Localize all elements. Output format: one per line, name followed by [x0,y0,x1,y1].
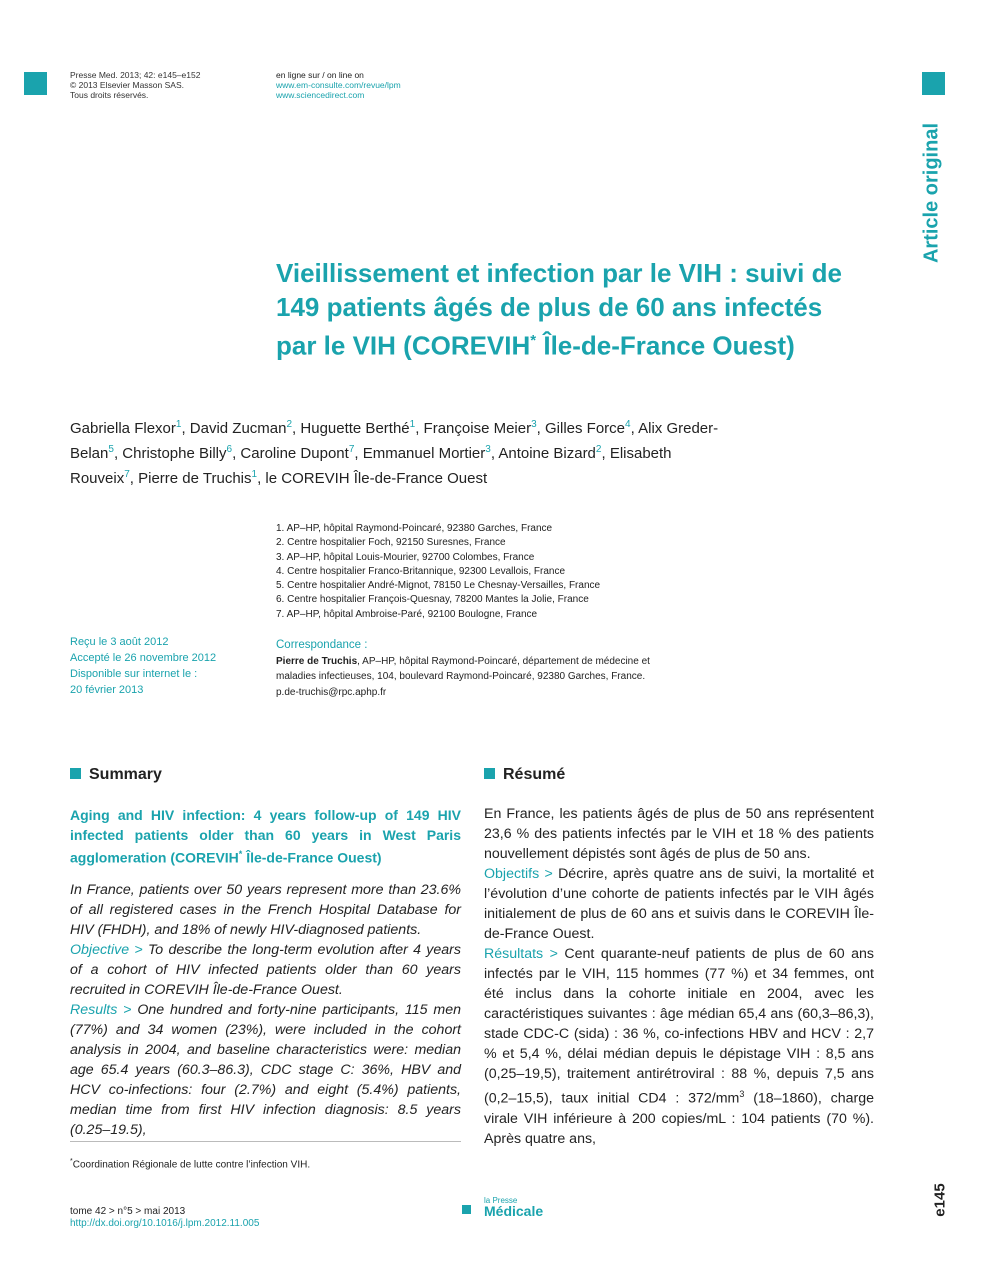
author-separator: , [181,420,190,437]
author-affiliation-mark: 4 [625,419,631,430]
summary-body [70,880,461,1140]
title-line-3-pre: par le VIH (COREVIH [276,330,531,361]
author-affiliation-mark: 1 [409,419,416,430]
affiliation-item: 3. AP–HP, hôpital Louis-Mourier, 92700 Colombes, France [276,551,535,563]
author-separator: , [113,445,123,462]
author-separator: , [129,470,139,487]
author-separator: , [292,420,301,437]
author-list [70,414,720,489]
resume-square-icon [484,768,495,779]
author-affiliation-mark: 1 [175,419,182,430]
affiliation-item: 5. Centre hospitalier André-Mignot, 78150 Le Chesnay-Versailles, France [276,580,601,592]
sciencedirect-link[interactable]: www.sciencedirect.com [276,90,365,100]
resume-resultats: Résultats > Cent quarante-neuf patients de plus de 60 ans infectés par le VIH, 115 hommes (77 %) et 34 femmes, ont été inclus dans la cohorte initiale en 2004, avec les caractéristiques suivantes : âge médian 65,4 ans (60,3–86,3), stade CDC-C (sida) : 36 %, co-infections HBV and HCV : 2,7 % et 5,4 %, délai médian depuis le dépistage VIH : 8,5 ans (0,25–19,5), traitement antirétroviral : 88 %, depuis 7,5 ans (0,2–15,5), taux initial CD4 : $372/mm^3$ (18–1860), charge virale VIH inférieure à 200 copies/mL : 104 patients (70 %). Après quatre ans, [484,946,875,1147]
author-name: David Zucman [189,420,287,437]
page-number: e145 [931,1183,949,1217]
summary-heading: Summary [70,766,162,784]
correspondence-address-2: maladies infectieuses, 104, boulevard Raymond-Poincaré, 92380 Garches, France. [276,671,646,682]
online-label: en ligne sur / on line on [276,70,364,80]
received-date: Reçu le 3 août 2012 [70,636,169,648]
title-line-1: Vieillissement et infection par le VIH : suivi de [276,258,842,288]
footnote: *Coordination Régionale de lutte contre l’infection VIH. [70,1158,311,1171]
journal-logo [462,1196,572,1222]
online-date: 20 février 2013 [70,684,144,696]
correspondence-label: Correspondance : [276,639,368,651]
logo-square-icon [462,1205,471,1214]
author-separator: , [630,420,639,437]
english-title: Aging and HIV infection: 4 years follow-up of 149 HIV infected patients older than 60 years in West Paris agglomeration (COREVIH* Île-de-France Ouest) [70,807,461,866]
author-name: Christophe Billy [122,445,227,462]
author-name: le COREVIH Île-de-France Ouest [265,470,488,487]
correspondence-email[interactable]: p.de-truchis@rpc.aphp.fr [276,686,387,698]
doi-link[interactable]: http://dx.doi.org/10.1016/j.lpm.2012.11.005 [70,1218,260,1229]
logo-small-text: la Presse [484,1196,518,1205]
footnote-divider [70,1141,461,1142]
author-name: Françoise Meier [423,420,532,437]
online-info [276,70,401,100]
corner-square-left [24,72,47,95]
title-footnote-mark: * [530,332,537,349]
article-type-label: Article original [920,122,943,264]
correspondence [276,638,706,700]
resume-heading: Résumé [484,766,565,784]
correspondence-name: Pierre de Truchis [276,655,358,667]
summary-results: Results > One hundred and forty-nine participants, 115 men (77%) and 34 women (23%), were included in the cohort analysis in 2004, and baseline characteristics were: median age 65.4 years (60.3–86.3), CDC stage C: 36%, HBV and HCV co-infections: four (2.7%) and eight (5.4%) patients, median time from first HIV infection diagnosis: 8.5 years (0.25–19.5), [70,1002,461,1138]
author-separator: , [536,420,545,437]
author-affiliation-mark: 7 [124,469,130,480]
affiliation-item: 2. Centre hospitalier Foch, 92150 Suresnes, France [276,537,506,549]
author-affiliation-mark: 3 [531,419,537,430]
title-line-2: 149 patients âgés de plus de 60 ans infectés [276,292,823,322]
em-consulte-link[interactable]: www.em-consulte.com/revue/lpm [276,80,401,90]
author-name: Elisabeth Rouveix [70,445,672,487]
correspondence-address-1: , AP–HP, hôpital Raymond-Poincaré, département de médecine et [357,655,650,667]
resume-intro: En France, les patients âgés de plus de 50 ans représentent 23,6 % des patients infectés par le VIH et 18 % des patients nouvellement dépistés sont âgés de plus de 50 ans. [484,806,874,862]
resume-objectifs: Objectifs > Décrire, après quatre ans de suivi, la mortalité et l’évolution d’une cohorte de patients infectés par le VIH âgés initialement de plus de 60 ans et suivis dans le COREVIH Île-de-France Ouest. [484,866,874,942]
author-name: Caroline Dupont [240,445,349,462]
corner-square-right [922,72,945,95]
author-affiliation-mark: 5 [108,444,114,455]
issue-info [70,1206,259,1230]
affiliation-item: 7. AP–HP, hôpital Ambroise-Paré, 92100 Boulogne, France [276,608,538,620]
journal-citation [70,70,200,100]
affiliation-item: 1. AP–HP, hôpital Raymond-Poincaré, 92380 Garches, France [276,523,553,534]
author-separator: , [490,445,499,462]
author-name: Alix Greder-Belan [70,420,719,462]
affiliation-item: 6. Centre hospitalier François-Quesnay, 78200 Mantes la Jolie, France [276,594,589,606]
accepted-date: Accepté le 26 novembre 2012 [70,652,217,664]
author-name: Gilles Force [545,420,626,437]
article-dates [70,634,216,698]
author-affiliation-mark: 2 [286,419,293,430]
author-name: Huguette Berthé [300,420,410,437]
affiliation-list [276,522,600,622]
online-date-label: Disponible sur internet le : [70,668,198,680]
title-line-3-post: Île-de-France Ouest) [536,330,795,361]
journal-line-1: Presse Med. 2013; 42: e145–e152 [70,70,201,80]
summary-objective: Objective > To describe the long-term evolution after 4 years of a cohort of HIV infected patients older than 60 years recruited in COREVIH Île-de-France Ouest. [70,942,461,998]
summary-intro: In France, patients over 50 years represent more than 23.6% of all registered cases in the French Hospital Database for HIV (FHDH), and 18% of newly HIV-diagnosed patients. [70,882,461,938]
author-separator: , [354,445,363,462]
article-title [276,256,876,363]
author-affiliation-mark: 7 [348,444,355,455]
author-separator: , [415,420,424,437]
author-affiliation-mark: 2 [595,444,602,455]
author-name: Pierre de Truchis [138,470,252,487]
summary-square-icon [70,768,81,779]
author-name: Emmanuel Mortier [362,445,486,462]
affiliation-item: 4. Centre hospitalier Franco-Britannique, 92300 Levallois, France [276,565,566,577]
journal-line-3: Tous droits réservés. [70,90,149,100]
resume-body [484,804,874,1149]
author-affiliation-mark: 6 [226,444,233,455]
journal-line-2: © 2013 Elsevier Masson SAS. [70,80,184,90]
author-affiliation-mark: 3 [485,444,491,455]
issue-line: tome 42 > n°5 > mai 2013 [70,1206,186,1217]
author-separator: , [232,445,241,462]
author-affiliation-mark: 1 [251,469,258,480]
author-name: Gabriella Flexor [70,420,176,437]
logo-big-text: Médicale [484,1203,544,1219]
author-name: Antoine Bizard [498,445,596,462]
author-separator: , [601,445,610,462]
author-separator: , [257,470,266,487]
